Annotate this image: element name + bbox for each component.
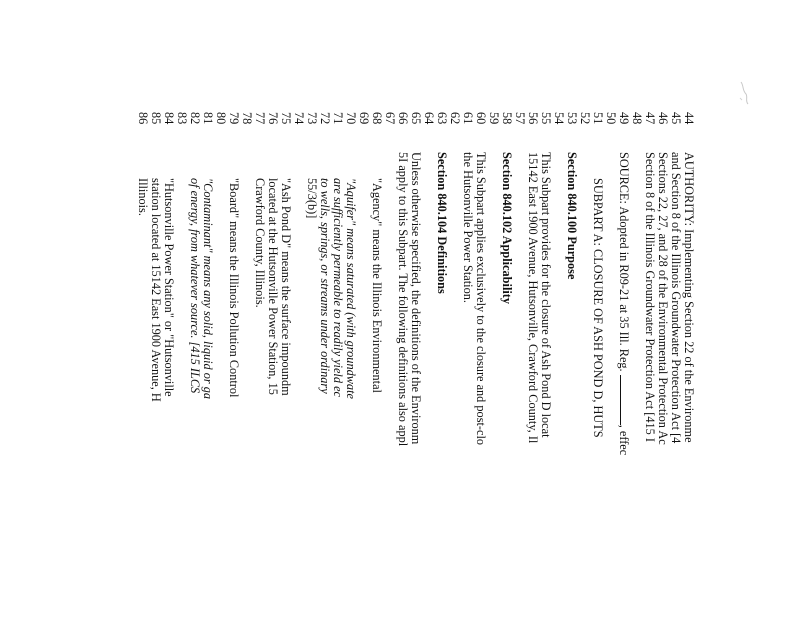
doc-line	[682, 112, 695, 618]
doc-line	[448, 112, 461, 618]
doc-line	[487, 112, 500, 618]
line-number: 75	[279, 112, 293, 125]
doc-line	[656, 112, 669, 618]
subpart-heading: SUBPART A: CLOSURE OF ASH POND D, HUTS	[591, 178, 605, 438]
doc-line	[227, 112, 240, 618]
line-number: 50	[604, 112, 618, 125]
line-number: 68	[370, 112, 384, 125]
doc-line	[357, 112, 370, 618]
line-number: 44	[682, 112, 696, 125]
line-number: 52	[578, 112, 592, 125]
authority-text: Sections 22, 27, and 28 of the Environmental Protection Ac	[656, 152, 670, 445]
doc-line	[305, 112, 318, 618]
definition-ash-pond-d: Crawford County, Illinois.	[253, 178, 267, 308]
line-number: 69	[357, 112, 371, 125]
line-number: 72	[318, 112, 332, 125]
applicability-text: This Subpart applies exclusively to the closure and post-clo	[474, 152, 488, 446]
line-number: 85	[149, 112, 163, 125]
line-number: 80	[214, 112, 228, 125]
definition-agency: "Agency" means the Illinois Environmental	[370, 178, 384, 393]
line-number: 46	[656, 112, 670, 125]
line-number: 84	[162, 112, 176, 125]
line-number: 51	[591, 112, 605, 125]
line-number: 57	[513, 112, 527, 125]
doc-line	[383, 112, 396, 618]
doc-line	[578, 112, 591, 618]
doc-line	[500, 112, 513, 618]
definition-ash-pond-d: "Ash Pond D" means the surface impoundm	[279, 178, 293, 396]
doc-line	[292, 112, 305, 618]
definition-aquifer: are sufficiently permeable to readily yield ec	[331, 178, 345, 397]
definition-hutsonville-station: station located at 15142 East 1900 Avenue, H	[149, 178, 163, 402]
doc-line	[669, 112, 682, 618]
doc-line	[409, 112, 422, 618]
doc-line	[591, 112, 604, 618]
source-text: SOURCE: Adopted in R09-21 at 35 Ill. Reg.	[617, 152, 631, 375]
definition-aquifer: to wells, springs, or streams under ordinary	[318, 178, 332, 394]
line-number: 56	[526, 112, 540, 125]
line-number: 76	[266, 112, 280, 125]
line-number: 65	[409, 112, 423, 125]
doc-line	[526, 112, 539, 618]
rotated-document-body	[35, 112, 695, 618]
line-number: 71	[331, 112, 345, 125]
definition-aquifer: "Aquifer" means saturated (with groundwate	[344, 178, 358, 399]
doc-line	[344, 112, 357, 618]
doc-line	[214, 112, 227, 618]
line-number: 49	[617, 112, 631, 125]
line-number: 59	[487, 112, 501, 125]
definition-board: "Board" means the Illinois Pollution Control	[227, 178, 241, 398]
line-number: 67	[383, 112, 397, 125]
definition-ash-pond-d: located at the Hutsonville Power Station, 15	[266, 178, 280, 395]
line-number: 70	[344, 112, 358, 125]
doc-line	[331, 112, 344, 618]
line-number: 48	[630, 112, 644, 125]
line-number: 63	[435, 112, 449, 125]
line-number: 62	[448, 112, 462, 125]
line-number: 66	[396, 112, 410, 125]
authority-text: and Section 8 of the Illinois Groundwater Protection Act [4	[669, 152, 683, 444]
definitions-intro-text: Unless otherwise specified, the definitions of the Environm	[409, 152, 423, 445]
definition-hutsonville-station: Illinois.	[136, 178, 150, 216]
line-number: 82	[188, 112, 202, 125]
definition-contaminant: of energy, from whatever source. [415 ILCS	[188, 178, 202, 394]
purpose-text: 15142 East 1900 Avenue, Hutsonville, Crawford County, Il	[526, 152, 540, 444]
line-number: 83	[175, 112, 189, 125]
doc-line	[604, 112, 617, 618]
doc-line	[279, 112, 292, 618]
line-number: 55	[539, 112, 553, 125]
line-number: 86	[136, 112, 150, 125]
section-heading-definitions: Section 840.104 Definitions	[435, 152, 449, 294]
definition-hutsonville-station: "Hutsonville Power Station" or "Hutsonville	[162, 178, 176, 397]
doc-line	[370, 112, 383, 618]
doc-line	[435, 112, 448, 618]
section-heading-applicability: Section 840.102 Applicability	[500, 152, 514, 305]
doc-line	[513, 112, 526, 618]
line-number: 54	[552, 112, 566, 125]
doc-line	[162, 112, 175, 618]
doc-line	[136, 112, 149, 618]
doc-line	[318, 112, 331, 618]
line-number: 45	[669, 112, 683, 125]
doc-line	[175, 112, 188, 618]
doc-line	[474, 112, 487, 618]
line-number: 79	[227, 112, 241, 125]
applicability-text: the Hutsonville Power Station.	[461, 152, 475, 303]
doc-line	[266, 112, 279, 618]
doc-line	[565, 112, 578, 618]
line-number: 53	[565, 112, 579, 125]
doc-line	[630, 112, 643, 618]
doc-line	[149, 112, 162, 618]
definitions-intro-text: 5I apply to this Subpart. The following definitions also appl	[396, 152, 410, 447]
doc-line	[461, 112, 474, 618]
section-heading-purpose: Section 840.100 Purpose	[565, 152, 579, 280]
line-number: 60	[474, 112, 488, 125]
line-number: 58	[500, 112, 514, 125]
line-number: 47	[643, 112, 657, 125]
doc-line	[396, 112, 409, 618]
definition-contaminant: "Contaminant" means any solid, liquid or ga	[201, 178, 215, 400]
doc-line	[539, 112, 552, 618]
line-number: 73	[305, 112, 319, 125]
line-number: 74	[292, 112, 306, 125]
line-number: 78	[240, 112, 254, 125]
source-effective-text: , effec	[617, 424, 631, 456]
fill-in-blank	[620, 375, 630, 425]
doc-line	[422, 112, 435, 618]
authority-text: AUTHORITY: Implementing Section 22 of the Environme	[682, 152, 696, 443]
line-number: 61	[461, 112, 475, 125]
doc-line	[617, 112, 630, 618]
doc-line	[188, 112, 201, 618]
doc-line	[201, 112, 214, 618]
doc-line	[552, 112, 565, 618]
line-number: 81	[201, 112, 215, 125]
line-number: 77	[253, 112, 267, 125]
authority-text: Section 8 of the Illinois Groundwater Protection Act [415 I	[643, 152, 657, 442]
doc-line	[253, 112, 266, 618]
purpose-text: This Subpart provides for the closure of Ash Pond D locat	[539, 152, 553, 438]
line-number: 64	[422, 112, 436, 125]
definition-aquifer: 55/3(b)]	[305, 178, 319, 219]
doc-line	[240, 112, 253, 618]
doc-line	[643, 112, 656, 618]
scan-speck-mark	[738, 80, 752, 106]
